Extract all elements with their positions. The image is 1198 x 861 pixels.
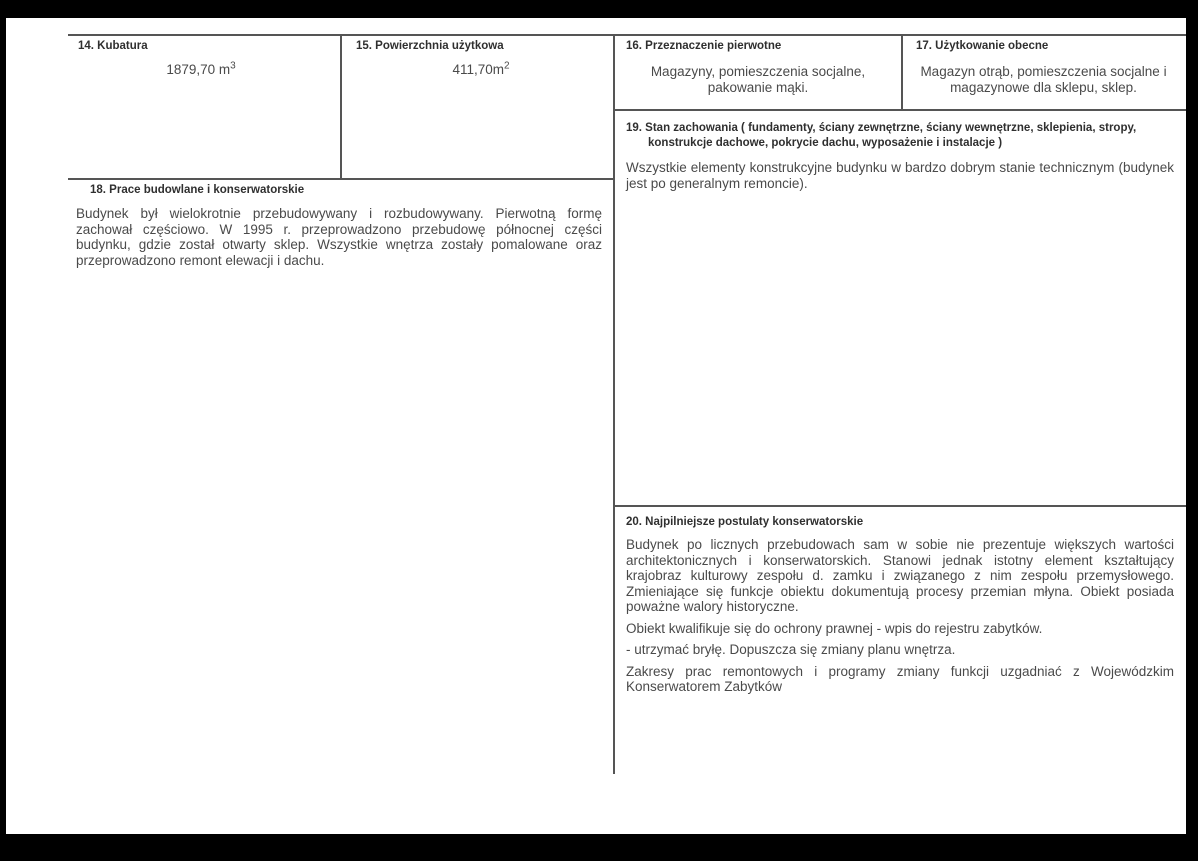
field-18-label: 18. Prace budowlane i konserwatorskie	[90, 184, 305, 196]
field-20-paragraph: Zakresy prac remontowych i programy zmiany funkcji uzgadniać z Wojewódzkim Konserwatorem Zabytków	[626, 663, 1174, 694]
field-14-label: 14. Kubatura	[78, 40, 148, 52]
field-14-unit-exponent: 3	[230, 60, 236, 72]
field-16-value: Magazyny, pomieszczenia socjalne, pakowanie mąki.	[650, 64, 866, 95]
border-under-16-17	[613, 109, 1186, 111]
divider-16-17	[901, 34, 903, 110]
field-15-number: 411,70m	[452, 62, 504, 77]
top-border	[68, 34, 1186, 36]
field-14-number: 1879,70 m	[166, 62, 231, 77]
field-17-value: Magazyn otrąb, pomieszczenia socjalne i magazynowe dla sklepu, sklep.	[920, 64, 1167, 95]
field-20-text	[626, 537, 1174, 701]
field-14-value	[146, 62, 256, 78]
field-19-text: Wszystkie elementy konstrukcyjne budynku w bardzo dobrym stanie technicznym (budynek jest po generalnym remoncie).	[626, 160, 1174, 191]
field-19-label-line1: 19. Stan zachowania ( fundamenty, ściany zewnętrzne, ściany wewnętrzne, sklepienia, stropy,	[626, 122, 1137, 134]
record-card	[6, 18, 1186, 834]
border-above-18	[68, 178, 615, 180]
field-20-label: 20. Najpilniejsze postulaty konserwatorskie	[626, 516, 864, 528]
divider-14-15	[340, 34, 342, 178]
field-20-paragraph: Budynek po licznych przebudowach sam w sobie nie prezentuje większych wartości architektonicznych i konserwatorskich. Stanowi jednak istotny element kształtujący krajobraz kulturowy zespołu d. zamku i związanego z nim zespołu przemysłowego. Zmieniające się funkcje obiektu dokumentują procesy przemian młyna. Obiekt posiada poważne walory historyczne.	[626, 537, 1174, 614]
field-15-unit-exponent: 2	[503, 60, 510, 72]
field-19-label-line2: konstrukcje dachowe, pokrycie dachu, wyposażenie i instalacje )	[648, 137, 1003, 149]
border-above-20	[613, 505, 1186, 507]
field-15-value	[426, 62, 536, 78]
divider-15-16	[613, 34, 615, 774]
field-20-paragraph: Obiekt kwalifikuje się do ochrony prawnej - wpis do rejestru zabytków.	[626, 620, 1043, 636]
field-16-label: 16. Przeznaczenie pierwotne	[626, 40, 782, 52]
field-20-paragraph: - utrzymać bryłę. Dopuszcza się zmiany planu wnętrza.	[626, 642, 956, 657]
field-17-label: 17. Użytkowanie obecne	[916, 40, 1049, 52]
field-18-text: Budynek był wielokrotnie przebudowywany i rozbudowywany. Pierwotną formę zachował częściowo. W 1995 r. przeprowadzono przebudowę północnej części budynku, gdzie został otwarty sklep. Wszystkie wnętrza zostały pomalowane oraz przeprowadzono remont elewacji i dachu.	[76, 206, 602, 268]
field-15-label: 15. Powierzchnia użytkowa	[356, 40, 504, 52]
